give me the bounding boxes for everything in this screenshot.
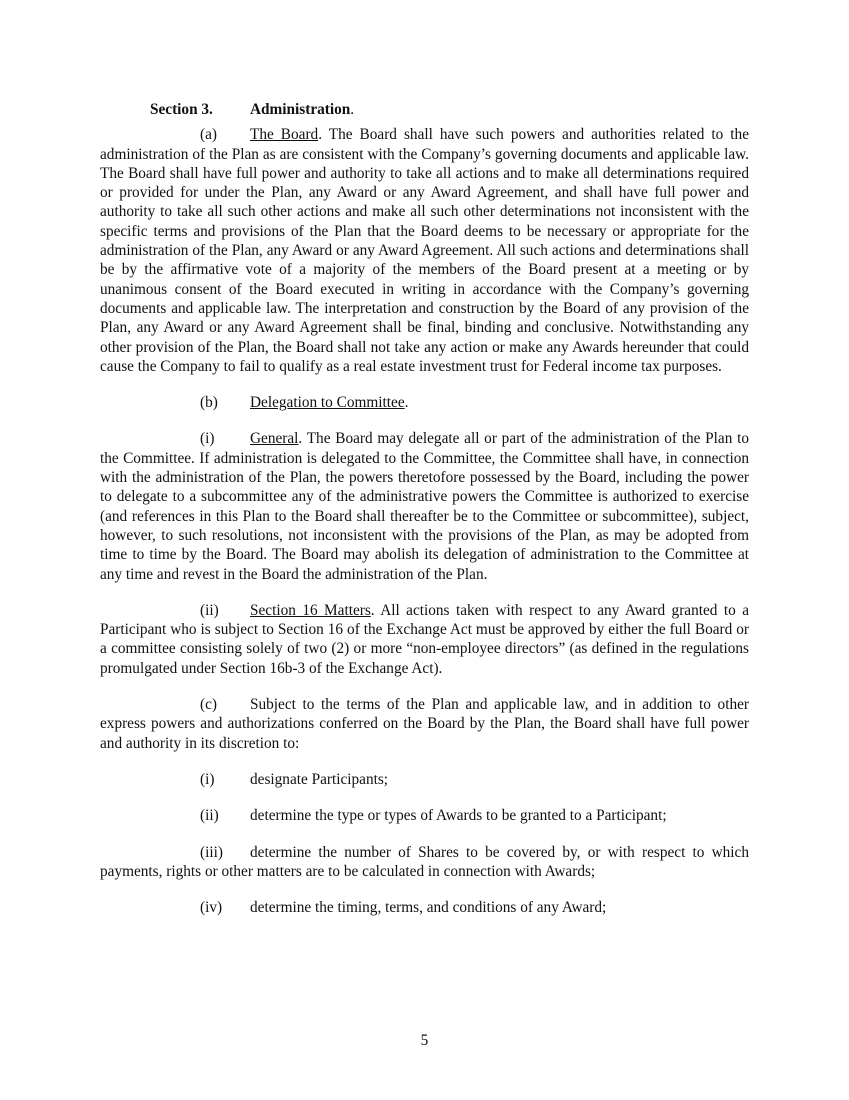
paragraph-b-text: . (404, 394, 409, 412)
paragraph-c-text: Subject to the terms of the Plan and applicable law, and in addition to other express powers and authorizations conferred on the Board by the Plan, the Board shall have full power and authority in its discretion to: (100, 696, 749, 752)
list-item-text: determine the number of Shares to be covered by, or with respect to which payments, rights or other matters are to be calculated in connection with Awards; (100, 843, 749, 880)
paragraph-a-marker: (a) (200, 126, 217, 144)
section-title: Administration (250, 101, 351, 118)
paragraph-b-ii-marker: (ii) (200, 601, 219, 619)
paragraph-b-i (100, 429, 749, 583)
list-item-marker: (iv) (200, 899, 223, 917)
list-item-text: designate Participants; (250, 770, 389, 788)
page-number: 5 (420, 1032, 429, 1049)
paragraph-a (100, 125, 749, 376)
list-item (100, 898, 749, 917)
list-item-marker: (i) (200, 770, 215, 788)
section-title-punct: . (350, 101, 355, 118)
list-item (100, 806, 749, 825)
paragraph-c (100, 695, 749, 753)
paragraph-b-heading: Delegation to Committee (250, 394, 405, 412)
list-item-text: determine the timing, terms, and conditions of any Award; (250, 899, 607, 917)
paragraph-b-ii (100, 601, 749, 678)
paragraph-b (100, 393, 749, 412)
section-number: Section 3. (150, 101, 213, 118)
paragraph-b-i-text: . The Board may delegate all or part of the administration of the Plan to the Committee. If administration is delegated to the Committee, the Committee shall have, in connection with the administration of the Plan, the powers theretofore possessed by the Board, including the power to delegate to a subcommittee any of the administrative powers the Committee is authorized to exercise (and references in this Plan to the Board shall thereafter be to the Committee or subcommittee), subject, however, to such resolutions, not inconsistent with the provisions of the Plan, as may be adopted from time to time by the Board. The Board may abolish its delegation of administration to the Committee at any time and revest in the Board the administration of the Plan. (100, 430, 749, 583)
paragraph-b-ii-heading: Section 16 Matters (250, 601, 371, 619)
list-item-text: determine the type or types of Awards to be granted to a Participant; (250, 807, 667, 825)
paragraph-c-marker: (c) (200, 696, 217, 714)
list-item (100, 843, 749, 882)
list-item-marker: (iii) (200, 843, 223, 861)
list-item-marker: (ii) (200, 807, 219, 825)
paragraph-a-text: . The Board shall have such powers and authorities related to the administration of the Plan as are consistent with the Company’s governing documents and applicable law. The Board shall have full power and authority to take all actions and to make all determinations required or provided for under the Plan, any Award or any Award Agreement, and shall have full power and authority to take all such other actions and make all such other determinations not inconsistent with the specific terms and provisions of the Plan that the Board deems to be necessary or appropriate for the administration of the Plan, any Award or any Award Agreement. All such actions and determinations shall be by the affirmative vote of a majority of the members of the Board present at a meeting or by unanimous consent of the Board executed in writing in accordance with the Company’s governing documents and applicable law. The interpretation and construction by the Board of any provision of the Plan, any Award or any Award Agreement shall be final, binding and conclusive. Notwithstanding any other provision of the Plan, the Board shall not take any action or make any Awards hereunder that could cause the Company to fail to qualify as a real estate investment trust for Federal income tax purposes. (100, 126, 749, 375)
document-page (100, 100, 749, 917)
paragraph-b-marker: (b) (200, 394, 218, 412)
paragraph-b-i-marker: (i) (200, 430, 215, 448)
list-item (100, 770, 749, 789)
paragraph-a-heading: The Board (250, 126, 319, 144)
paragraph-b-ii-text: . All actions taken with respect to any Award granted to a Participant who is subject to Section 16 of the Exchange Act must be approved by either the full Board or a committee consisting solely of two (2) or more “non-employee directors” (as defined in the regulations promulgated under Section 16b-3 of the Exchange Act). (100, 601, 749, 677)
section-heading (100, 100, 749, 119)
paragraph-b-i-heading: General (250, 430, 299, 448)
